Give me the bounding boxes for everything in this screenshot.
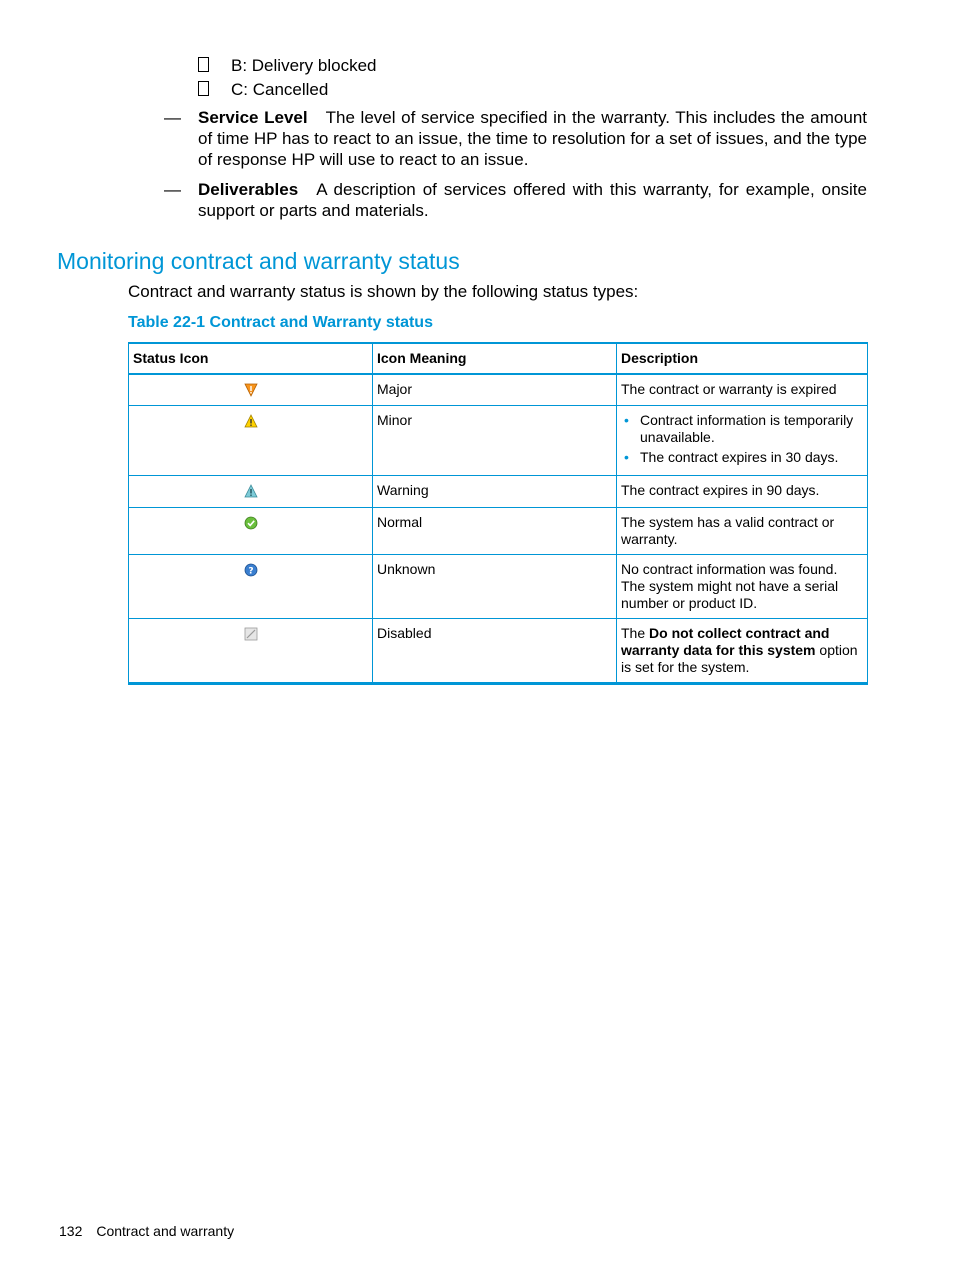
table-caption: Table 22-1 Contract and Warranty status <box>128 314 433 331</box>
sub-item-delivery-blocked: B: Delivery blocked <box>198 55 377 77</box>
table-row: Warning The contract expires in 90 days. <box>129 475 868 507</box>
table-header-row <box>129 343 868 374</box>
table-row: ? Unknown No contract information was found. The system might not have a serial number or product ID. <box>129 554 868 618</box>
section-title: Monitoring contract and warranty status <box>57 248 460 274</box>
table-row: Minor • Contract information is temporarily unavailable. • The contract expires in 30 days. <box>129 405 868 475</box>
box-icon <box>198 81 209 96</box>
warning-status-icon <box>244 484 258 498</box>
definition-service-level: — Service Level The level of service specified in the warranty. This includes the amount of time HP has to react to an issue, the time to resolution for a set of issues, and the type of response HP will use to react to an issue. <box>164 108 867 169</box>
definition-deliverables: — Deliverables A description of services offered with this warranty, for example, onsite support or parts and materials. <box>164 180 867 220</box>
major-status-icon <box>244 383 258 397</box>
description-bullets <box>621 412 863 466</box>
footer-section-name: Contract and warranty <box>96 1223 235 1239</box>
term-deliverables: Deliverables <box>198 180 299 199</box>
header-status-icon: Status Icon <box>129 343 373 374</box>
minor-status-icon <box>244 414 258 428</box>
section-intro: Contract and warranty status is shown by the following status types: <box>128 282 639 301</box>
header-description: Description <box>617 343 868 374</box>
svg-text:?: ? <box>247 566 254 577</box>
table-row: Disabled The Do not collect contract and warranty data for this system option is set for the system. <box>129 618 868 683</box>
sub-item-cancelled: C: Cancelled <box>198 79 328 101</box>
list-item: • Contract information is temporarily unavailable. <box>640 412 863 446</box>
page-number: 132 <box>59 1223 83 1239</box>
table-row: Normal The system has a valid contract or warranty. <box>129 507 868 554</box>
list-item: • The contract expires in 30 days. <box>640 449 863 466</box>
normal-status-icon <box>244 516 258 530</box>
disabled-status-icon <box>244 627 258 641</box>
option-name: Do not collect contract and warranty data for this system <box>621 624 830 658</box>
term-service-level: Service Level <box>198 108 308 127</box>
page-footer <box>59 1222 234 1240</box>
status-table <box>128 342 868 685</box>
unknown-status-icon <box>244 563 258 577</box>
box-icon <box>198 57 209 72</box>
table-row: Major The contract or warranty is expired <box>129 374 868 405</box>
header-icon-meaning: Icon Meaning <box>373 343 617 374</box>
